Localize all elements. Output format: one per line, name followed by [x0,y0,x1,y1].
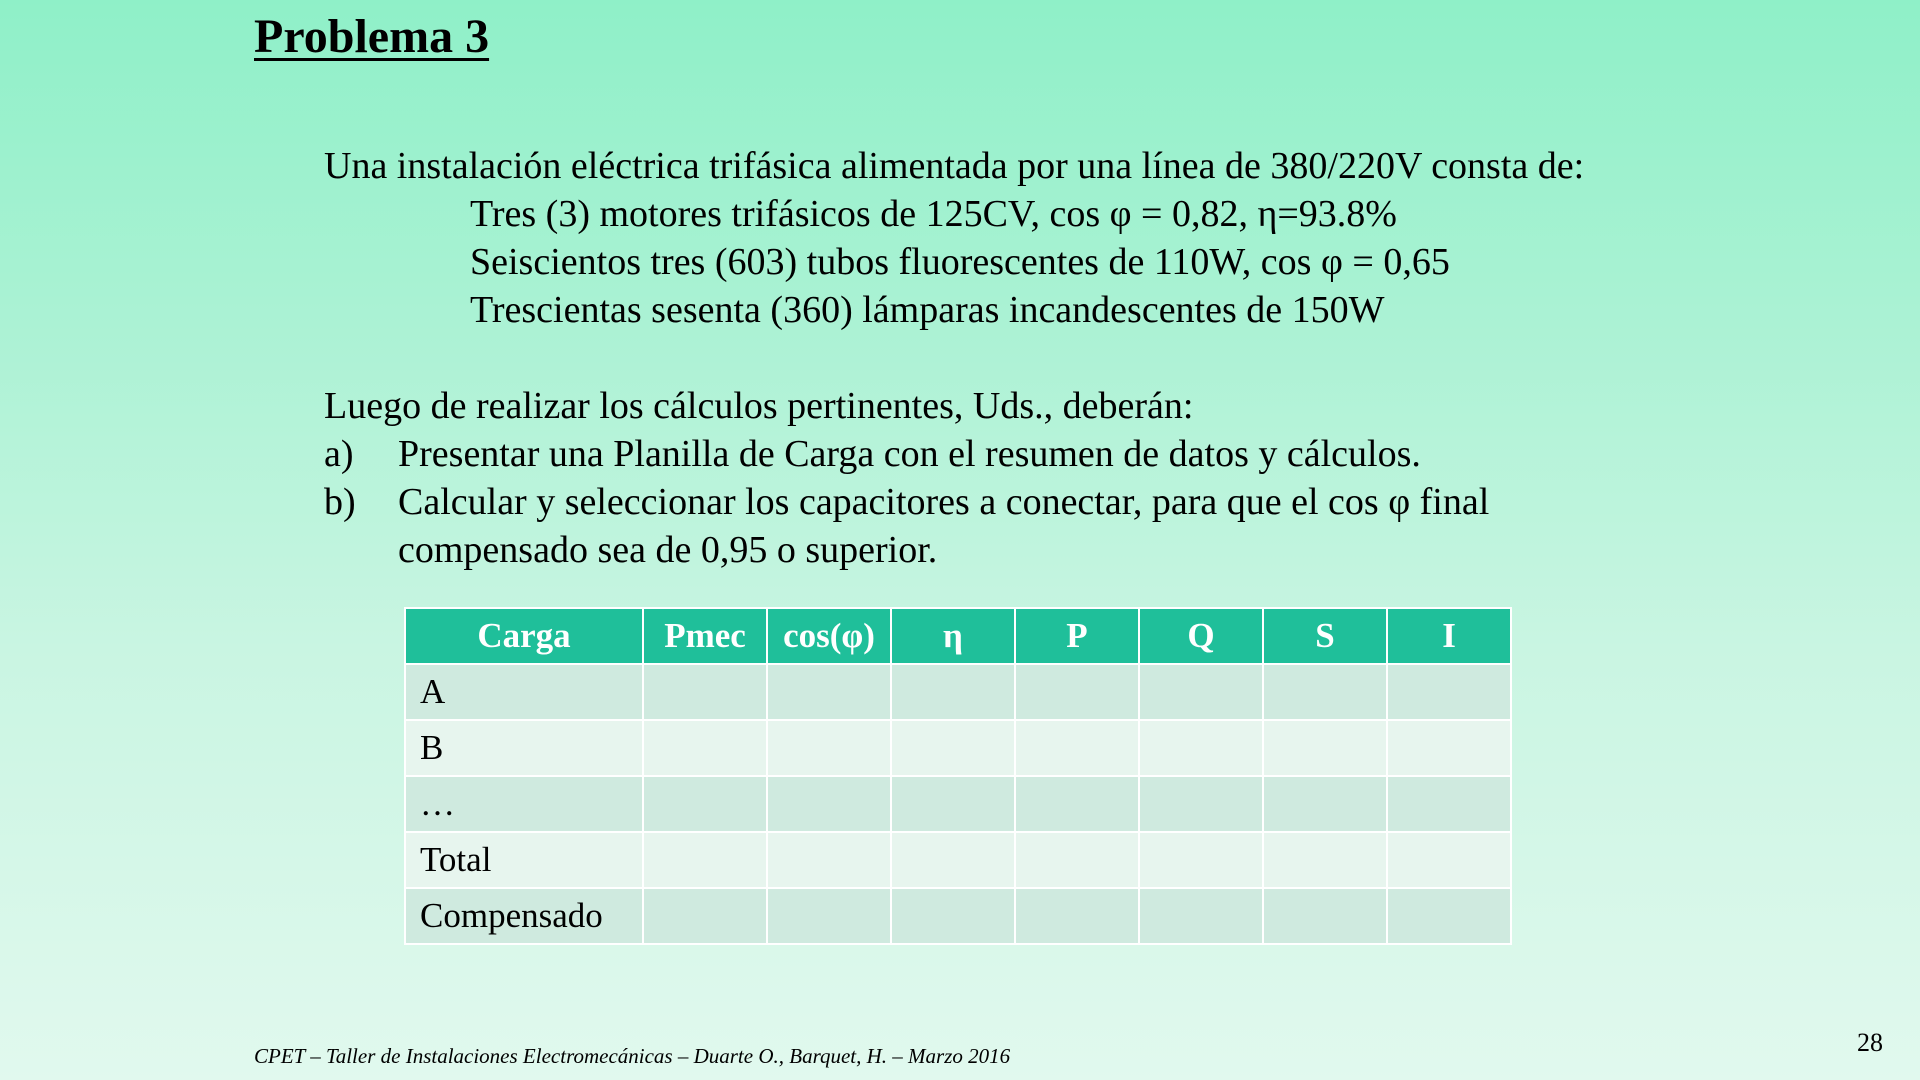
table-cell [643,664,767,720]
table-cell [1015,832,1139,888]
header-eta: η [891,608,1015,664]
task-marker: a) [324,433,354,475]
slide-title: Problema 3 [254,10,490,63]
footer-credit: CPET – Taller de Instalaciones Electromecánicas – Duarte O., Barquet, H. – Marzo 2016 [254,1044,1011,1068]
table-cell [1139,664,1263,720]
table-row [405,776,1511,832]
table-cell [767,888,891,944]
load-table [404,607,1512,945]
table-cell [1387,832,1511,888]
header-pmec: Pmec [643,608,767,664]
header-carga: Carga [405,608,643,664]
table-cell [1015,776,1139,832]
table-cell [1139,832,1263,888]
table-cell [1263,776,1387,832]
statement-intro: Una instalación eléctrica trifásica alimentada por una línea de 380/220V consta de: [324,145,1585,187]
task-text: Presentar una Planilla de Carga con el resumen de datos y cálculos. [398,433,1421,475]
table-cell [1015,664,1139,720]
table-cell [1387,720,1511,776]
table-cell [1263,832,1387,888]
table-cell [767,720,891,776]
task-marker: b) [324,481,356,523]
header-cosphi: cos(φ) [767,608,891,664]
table-cell [1387,776,1511,832]
task-lead: Luego de realizar los cálculos pertinentes, Uds., deberán: [324,385,1194,427]
table-cell [891,888,1015,944]
load-item-fluorescent: Seiscientos tres (603) tubos fluorescentes de 110W, cos φ = 0,65 [470,241,1450,283]
table-cell [891,664,1015,720]
table-cell [891,832,1015,888]
table-cell [1015,888,1139,944]
table-cell [767,776,891,832]
table-cell [643,720,767,776]
row-label: B [405,720,643,776]
header-q: Q [1139,608,1263,664]
table-cell [1263,720,1387,776]
table-cell [1139,888,1263,944]
table-cell [1387,664,1511,720]
row-label: A [405,664,643,720]
table-cell [1015,720,1139,776]
problem-statement [324,142,1884,334]
table-header-row [405,608,1511,664]
table-row [405,720,1511,776]
header-i: I [1387,608,1511,664]
header-p: P [1015,608,1139,664]
table-cell [767,664,891,720]
table-cell [1263,888,1387,944]
table-cell [1387,888,1511,944]
table-cell [643,776,767,832]
task-list [324,382,1624,574]
table-row [405,832,1511,888]
table-row [405,888,1511,944]
table-cell [891,776,1015,832]
load-item-incandescent: Trescientas sesenta (360) lámparas incandescentes de 150W [470,289,1385,331]
table-row [405,664,1511,720]
table-cell [1139,776,1263,832]
header-s: S [1263,608,1387,664]
table-cell [643,832,767,888]
load-item-motors: Tres (3) motores trifásicos de 125CV, cos φ = 0,82, η=93.8% [470,193,1397,235]
table-cell [1263,664,1387,720]
task-b [324,478,1624,574]
table-cell [1139,720,1263,776]
table-cell [643,888,767,944]
task-a [324,430,1624,478]
row-label: Total [405,832,643,888]
table-cell [767,832,891,888]
page-number: 28 [1857,1028,1883,1057]
row-label: Compensado [405,888,643,944]
table-cell [891,720,1015,776]
row-label: … [405,776,643,832]
task-text: Calcular y seleccionar los capacitores a conectar, para que el cos φ final compensado sea de 0,95 o superior. [398,481,1490,571]
